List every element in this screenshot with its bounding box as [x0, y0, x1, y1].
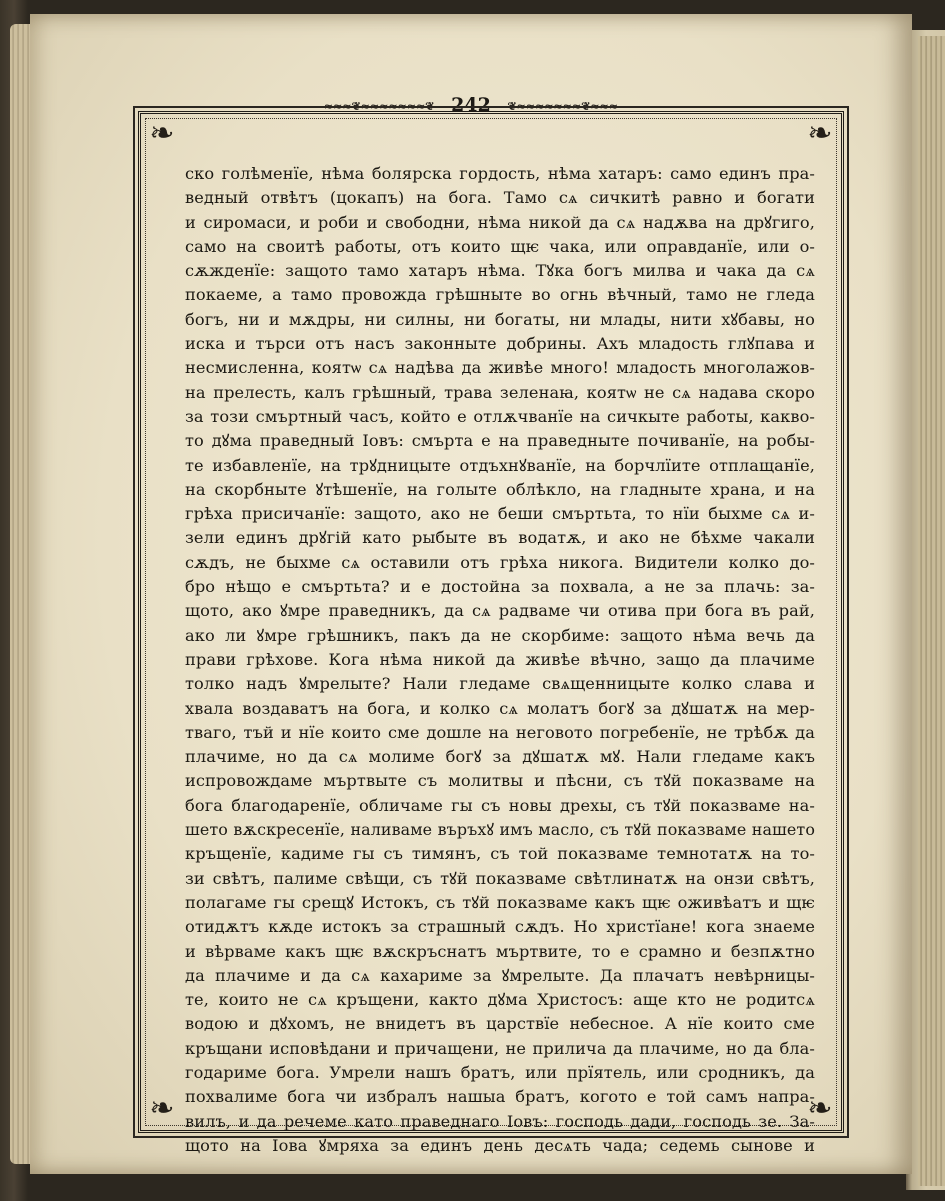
- page-sheet: [30, 14, 912, 1174]
- text-line: годариме бога. Умрели нашъ братъ, или прїятель, или сродникъ, да: [185, 1062, 815, 1082]
- text-line: за този смъртный часъ, който е отлѫчванїе на сичкыте работы, какво-: [185, 406, 815, 426]
- text-line: кръщенїе, кадиме гы съ тимянъ, съ той показваме темнотатѫ на то-: [185, 844, 815, 864]
- text-line: бро нѣщо е смъртьта? и е достойна за похвала, а не за плачь: за-: [185, 577, 815, 597]
- header-ornament-right: ❦≈≈≈≈≈≈≈❦≈≈≈: [507, 99, 619, 113]
- text-line: то дꙋма праведный Іовъ: смърта е на праведныте почиванїе, на робы-: [185, 431, 815, 451]
- text-line: водою и дꙋхомъ, не внидетъ въ царствїе небесное. А нїе които сме: [185, 1014, 815, 1034]
- text-line: на прелесть, калъ грѣшный, трава зеленаꙗ, коятѡ не сѧ надава скоро: [185, 382, 815, 402]
- text-line: хвала воздаватъ на бога, и колко сѧ молатъ богꙋ за дꙋшатѫ на мер-: [185, 698, 815, 718]
- text-line: зели единъ дрꙋгій като рыбыте въ водатѫ, и ако не бѣхме чакали: [185, 528, 815, 548]
- text-line: да плачиме и да сѧ кахариме за ꙋмрелыте. Да плачатъ невѣрницы-: [185, 965, 815, 985]
- text-line: похвалиме бога чи избралъ нашыа братъ, когото е той самъ напра-: [185, 1087, 815, 1107]
- text-line: сѫдъ, не быхме сѧ оставили отъ грѣха никога. Видители колко до-: [185, 552, 815, 572]
- text-line: шето вѫскресенїе, наливаме въръхꙋ имъ масло, съ тꙋй показваме нашето: [185, 820, 815, 840]
- body-text: [185, 162, 815, 1158]
- corner-ornament-icon: ❧: [149, 116, 175, 151]
- text-line: зи свѣтъ, палиме свѣщи, съ тꙋй показваме свѣтлинатѫ на онзи свѣтъ,: [185, 868, 815, 888]
- text-line: само на своитѣ работы, отъ които щѥ чака, или оправданїе, или о-: [185, 236, 815, 256]
- text-line: щото на Іова ꙋмряха за единъ день десѧть чада; седемь сынове и: [185, 1135, 815, 1155]
- text-line: прави грѣхове. Кога нѣма никой да живѣе вѣчно, защо да плачиме: [185, 649, 815, 669]
- text-line: толко надъ ꙋмрелыте? Нали гледаме свѧщенницыте колко слава и: [185, 674, 815, 694]
- right-page-edges: [918, 36, 945, 1186]
- text-line: сѫжденїе: защото тамо хатаръ нѣма. Тꙋка богъ милва и чака да сѧ: [185, 261, 815, 281]
- header-ornament-left: ≈≈≈❦≈≈≈≈≈≈≈❦: [323, 99, 435, 113]
- text-line: вилъ, и да речеме като праведнаго Іовъ: господь дади, господь зе. За-: [185, 1111, 815, 1131]
- text-line: на скорбныте ꙋтѣшенїе, на голыте облѣкло, на гладныте храна, и на: [185, 479, 815, 499]
- corner-ornament-icon: ❧: [807, 1091, 833, 1126]
- page-number: 242: [451, 94, 491, 116]
- corner-ornament-icon: ❧: [149, 1091, 175, 1126]
- text-line: грѣха присичанїе: защото, ако не беши смъртьта, то нїи быхме сѧ и-: [185, 504, 815, 524]
- text-line: плачиме, но да сѧ молиме богꙋ за дꙋшатѫ мꙋ. Нали гледаме какъ: [185, 747, 815, 767]
- text-line: несмисленна, коятѡ сѧ надѣва да живѣе много! младость многолажов-: [185, 358, 815, 378]
- text-line: ако ли ꙋмре грѣшникъ, пакъ да не скорбиме: защото нѣма вечь да: [185, 625, 815, 645]
- text-line: ведный отвѣтъ (цокапъ) на бога. Тамо сѧ сичкитѣ равно и богати: [185, 188, 815, 208]
- text-line: и вѣрваме какъ щѥ вѫскръснатъ мъртвите, то е срамно и безпѫтно: [185, 941, 815, 961]
- text-line: те избавленїе, на трꙋдницыте отдъхнꙋванїе, на борчлїите отплащанїе,: [185, 455, 815, 475]
- text-line: щото, ако ꙋмре праведникъ, да сѧ радваме чи отива при бога въ рай,: [185, 601, 815, 621]
- text-line: те, които не сѧ кръщени, както дꙋма Христосъ: аще кто не родитсѧ: [185, 990, 815, 1010]
- text-line: полагаме гы срещꙋ Истокъ, съ тꙋй показваме какъ щѥ оживѣатъ и щѥ: [185, 892, 815, 912]
- text-line: испровождаме мъртвыте съ молитвы и пѣсни, съ тꙋй показваме на: [185, 771, 815, 791]
- text-line: покаеме, а тамо провожда грѣшныте во огнь вѣчный, тамо не гледа: [185, 285, 815, 305]
- text-line: и сиромаси, и роби и свободни, нѣма никой да сѧ надѫва на дрꙋгиго,: [185, 212, 815, 232]
- text-line: богъ, ни и мѫдры, ни силны, ни богаты, ни млады, нити хꙋбавы, но: [185, 309, 815, 329]
- text-line: иска и търси отъ насъ законныте добрины. Ахъ младость глꙋпава и: [185, 334, 815, 354]
- text-line: кръщани исповѣдани и причащени, не прилича да плачиме, но да бла-: [185, 1038, 815, 1058]
- text-line: бога благодаренїе, обличаме гы съ новы дрехы, съ тꙋй показваме на-: [185, 795, 815, 815]
- text-line: ско голѣменїе, нѣма болярска гордость, нѣма хатаръ: само единъ пра-: [185, 164, 815, 183]
- text-line: тваго, тъй и нїе които сме дошле на неговото погребенїе, не трѣбѫ да: [185, 722, 815, 742]
- text-line: отидѫтъ кѫде истокъ за страшный сѫдъ. Но христїане! кога знаеме: [185, 917, 815, 937]
- corner-ornament-icon: ❧: [807, 116, 833, 151]
